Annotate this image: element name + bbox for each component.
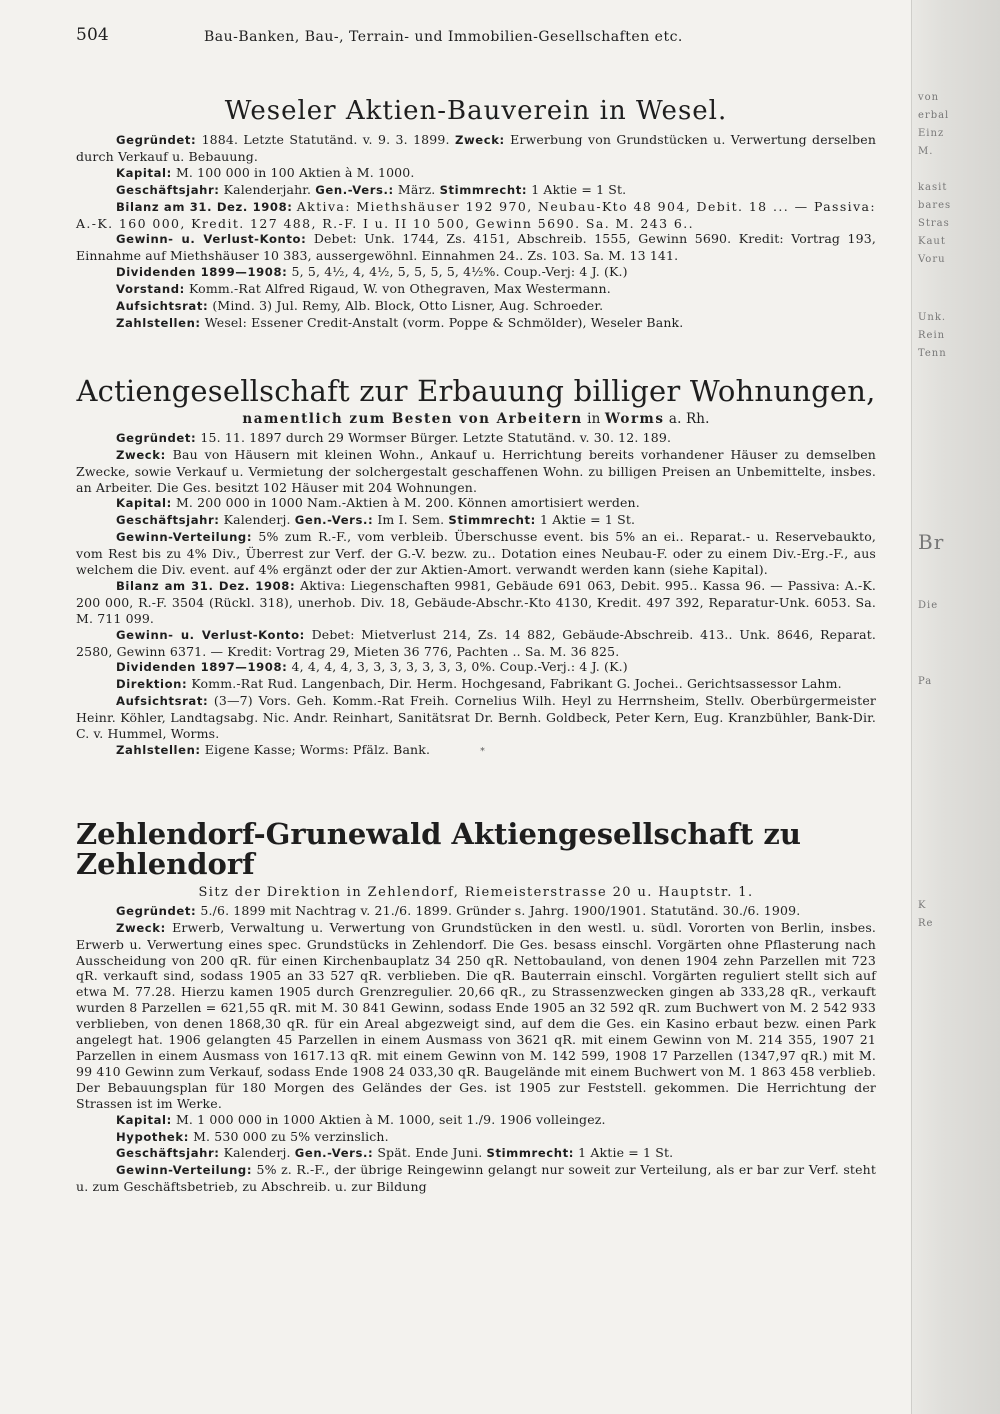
capital-text: M. 200 000 in 1000 Nam.-Aktien à M. 200. Können amortisiert werden.: [175, 495, 640, 511]
subtitle-city: Worms: [604, 410, 665, 427]
founded-label: Gegründet:: [116, 430, 197, 445]
subtitle-rest: a. Rh.: [668, 410, 710, 427]
dividends-label: Dividenden 1899—1908:: [116, 265, 288, 280]
gutter-fragment: Kaut: [918, 236, 946, 247]
profit-loss-label: Gewinn- u. Verlust-Konto:: [116, 627, 305, 642]
founded-text: 1884. Letzte Statutänd. v. 9. 3. 1899.: [201, 132, 450, 147]
gutter-fragment: Stras: [918, 218, 950, 229]
voting-right-text: 1 Aktie = 1 St.: [578, 1145, 674, 1161]
paying-agents-text: Eigene Kasse; Worms: Pfälz. Bank.: [204, 742, 431, 757]
fiscal-year-label: Geschäftsjahr:: [116, 182, 220, 197]
general-meeting-text: Im I. Sem.: [377, 512, 445, 528]
fiscal-year-text: Kalenderj.: [223, 1145, 291, 1161]
company-entry-wesel: [76, 96, 876, 332]
purpose-entry: [76, 920, 876, 1112]
capital-label: Kapital:: [116, 1112, 172, 1127]
book-page: [76, 25, 877, 1195]
gutter-fragment: Tenn: [918, 348, 947, 359]
voting-right-label: Stimmrecht:: [448, 513, 536, 528]
company-title: Actiengesellschaft zur Erbauung billiger Wohnungen,: [76, 373, 876, 408]
running-head-title: Bau-Banken, Bau-, Terrain- und Immobilien-Gesellschaften etc.: [204, 29, 683, 45]
founded-entry: [76, 132, 876, 165]
mortgage-label: Hypothek:: [116, 1129, 189, 1144]
gutter-fragment: Br: [918, 530, 945, 554]
mortgage-entry: [76, 1129, 876, 1146]
general-meeting-label: Gen.-Vers.:: [294, 1146, 374, 1161]
voting-right-label: Stimmrecht:: [486, 1146, 575, 1161]
purpose-label: Zweck:: [116, 447, 166, 462]
balance-label: Bilanz am 31. Dez. 1908:: [116, 578, 296, 593]
capital-entry: [76, 495, 876, 512]
founded-text: 5./6. 1899 mit Nachtrag v. 21./6. 1899. Gründer s. Jahrg. 1900/1901. Statutänd. 30./6. 1909.: [200, 902, 801, 918]
profit-loss-text: Debet: Unk. 1744, Zs. 4151, Abschreib. 1555, Gewinn 5690. Kredit: Vortrag 193, Einnahme auf Miethshäuser 10 383, aussergewöhnl. Einnahmen 24.. Zs. 103. Sa. M. 13 141.: [76, 231, 876, 264]
balance-text: Aktiva: Miethshäuser 192 970, Neubau-Kto 48 904, Debit. 18 ... — Passiva: A.-K. 160 000, Kredit. 127 488, R.-F. I u. II 10 500, Gewinn 5690. Sa. M. 243 6..: [76, 198, 877, 231]
fiscal-entry: [76, 1145, 876, 1162]
founded-label: Gegründet:: [116, 133, 197, 147]
management-label: Direktion:: [116, 677, 188, 692]
supervisory-text: (Mind. 3) Jul. Remy, Alb. Block, Otto Lisner, Aug. Schroeder.: [212, 298, 604, 314]
company-subtitle: [76, 412, 876, 428]
gutter-fragment: K: [918, 900, 927, 911]
founded-entry: [76, 903, 876, 920]
company-entry-zehlendorf: [76, 816, 877, 1195]
purpose-label: Zweck:: [116, 920, 166, 935]
balance-entry: [76, 578, 876, 627]
gutter-fragment: Rein: [918, 330, 946, 341]
gutter-fragment: von: [918, 92, 940, 103]
purpose-label: Zweck:: [454, 133, 505, 147]
profit-loss-label: Gewinn- u. Verlust-Konto:: [116, 232, 307, 247]
balance-entry: [76, 199, 876, 232]
supervisory-label: Aufsichtsrat:: [116, 299, 209, 314]
board-text: Komm.-Rat Alfred Rigaud, W. von Othegraven, Max Westermann.: [189, 281, 611, 297]
profit-loss-entry: [76, 231, 876, 264]
fiscal-year-label: Geschäftsjahr:: [116, 513, 220, 528]
gutter-fragment: Re: [918, 918, 934, 929]
running-head: [76, 25, 876, 62]
profit-distribution-label: Gewinn-Verteilung:: [116, 1163, 253, 1178]
board-entry: [76, 281, 876, 298]
subtitle-in: in: [587, 410, 601, 427]
capital-entry: [76, 1112, 876, 1129]
gutter-fragment: Voru: [918, 254, 946, 265]
mortgage-text: M. 530 000 zu 5% verzinslich.: [193, 1128, 389, 1144]
fiscal-entry: [76, 512, 876, 529]
profit-distribution-entry: [76, 1162, 876, 1195]
paying-agents-entry: [76, 315, 876, 332]
founded-label: Gegründet:: [116, 903, 197, 918]
company-seat: Sitz der Direktion in Zehlendorf, Riemeisterstrasse 20 u. Hauptstr. 1.: [198, 884, 754, 900]
fiscal-year-text: Kalenderj.: [223, 512, 291, 528]
supervisory-label: Aufsichtsrat:: [116, 694, 209, 709]
balance-text: Aktiva: Liegenschaften 9981, Gebäude 691 063, Debit. 995.. Kassa 96. — Passiva: A.-K. 200 000, R.-F. 3504 (Rückl. 318), unerhob. Div. 18, Gebäude-Abschr.-Kto 4130, Kredit. 497 392, Reparatur-Unk. 6053. Sa. M. 711 099.: [76, 577, 877, 626]
purpose-text: Erwerbung von Grundstücken u. Verwertung derselben durch Verkauf u. Bebauung.: [76, 132, 877, 164]
profit-loss-entry: [76, 627, 876, 660]
dividends-text: 5, 5, 4½, 4, 4½, 5, 5, 5, 5, 4½%. Coup.-Verj: 4 J. (K.): [291, 264, 628, 280]
gutter-fragment: kasit: [918, 182, 948, 193]
capital-text: M. 100 000 in 100 Aktien à M. 1000.: [175, 164, 415, 180]
general-meeting-label: Gen.-Vers.:: [294, 513, 374, 528]
management-entry: [76, 676, 876, 693]
gutter-fragment: erbal: [918, 110, 950, 121]
gutter-fragment: bares: [918, 200, 952, 211]
gutter-fragment: Einz: [918, 128, 945, 139]
management-text: Komm.-Rat Rud. Langenbach, Dir. Herm. Hochgesand, Fabrikant G. Jochei.. Gerichtsassessor Lahm.: [191, 676, 842, 692]
capital-text: M. 1 000 000 in 1000 Aktien à M. 1000, seit 1./9. 1906 volleingez.: [175, 1111, 606, 1127]
capital-entry: [76, 165, 876, 182]
voting-right-text: 1 Aktie = 1 St.: [540, 512, 636, 528]
capital-label: Kapital:: [116, 165, 172, 180]
purpose-text: Erwerb, Verwaltung u. Verwertung von Grundstücken in den westl. u. südl. Vororten von Berlin, insbes. Erwerb u. Verwertung eines spec. Grundstücks in Zehlendorf. Die Ges. besass einschl. Vorgärten ohne Pflasterung nach Ausscheidung von 200 qR. für einen Kirchenbauplatz 34 250 qR. Nettobauland, von denen 1904 zehn Parzellen mit 723 qR. verkauft sind, sodass 1905 an 33 527 qR. verblieben. Die qR. Bauterrain einschl. Vorgärten reguliert stellt sich auf etwa M. 77.28. Hierzu kamen 1905 durch Grenzregulier. 20,66 qR., zu Strassenzwecken gingen ab 333,28 qR., verkauft wurden 8 Parzellen = 621,55 qR. mit M. 30 841 Gewinn, sodass Ende 1905 an 32 592 qR. zum Buchwert von M. 2 542 933 verblieben, von denen 1868,30 qR. für ein Areal abgezweigt sind, auf dem die Ges. ein Kasino erbaut bezw. einen Park angelegt hat. 1906 gelangten 45 Parzellen in einem Ausmass von 3621 qR. mit einem Gewinn von M. 214 355, 1907 21 Parzellen in einem Ausmass von 1617.13 qR. mit einem Gewinn von M. 142 599, 1908 17 Parzellen (1347,97 qR.) mit M. 99 410 Gewinn zum Verkauf, sodass Ende 1908 24 033,30 qR. Baugelände mit einem Buchwert von M. 1 863 458 verblieb. Der Bebauungsplan für 180 Morgen des Geländes der Ges. ist 1905 zur Feststell. gekommen. Die Herrichtung der Strassen ist im Werke.: [76, 919, 877, 1111]
gutter-fragment: Unk.: [918, 312, 947, 323]
founded-text: 15. 11. 1897 durch 29 Wormser Bürger. Letzte Statutänd. v. 30. 12. 189.: [200, 429, 672, 445]
paying-agents-text: Wesel: Essener Credit-Anstalt (vorm. Poppe & Schmölder), Weseler Bank.: [204, 314, 684, 330]
general-meeting-label: Gen.-Vers.:: [315, 182, 394, 197]
paying-agents-label: Zahlstellen:: [116, 743, 201, 757]
gutter-fragment: Die: [918, 600, 939, 611]
fiscal-entry: [76, 182, 876, 199]
fiscal-year-label: Geschäftsjahr:: [116, 1146, 220, 1161]
profit-distribution-text: 5% z. R.-F., der übrige Reingewinn gelangt nur soweit zur Verteilung, als er bar zur Verf. steht u. zum Geschäftsbetrieb, zu Abschreib. u. zur Bildung: [76, 1162, 876, 1195]
paying-agents-label: Zahlstellen:: [116, 315, 201, 330]
profit-loss-text: Debet: Mietverlust 214, Zs. 14 882, Gebäude-Abschreib. 413.. Unk. 8646, Reparat. 2580, Gewinn 6371. — Kredit: Vortrag 29, Mieten 36 776, Pachten .. Sa. M. 36 825.: [76, 626, 876, 659]
company-title: Weseler Aktien-Bauverein in Wesel.: [224, 96, 728, 126]
footnote-star: *: [480, 747, 485, 757]
gutter-fragment: M.: [918, 146, 934, 157]
dividends-entry: [76, 264, 876, 281]
general-meeting-text: März.: [397, 181, 436, 197]
dividends-text: 4, 4, 4, 4, 3, 3, 3, 3, 3, 3, 3, 0%. Coup.-Verj.: 4 J. (K.): [291, 659, 628, 675]
supervisory-text: (3—7) Vors. Geh. Komm.-Rat Freih. Cornelius Wilh. Heyl zu Herrnsheim, Stellv. Oberbürgermeister Heinr. Köhler, Landtagsabg. Nic. Andr. Reinhart, Sanitätsrat Dr. Bernh. Goldbeck, Peter Kern, Eug. Kranzbühler, Bank-Dir. C. v. Hummel, Worms.: [76, 693, 877, 742]
capital-label: Kapital:: [116, 496, 172, 511]
balance-label: Bilanz am 31. Dez. 1908:: [116, 199, 293, 214]
company-title: Zehlendorf-Grunewald Aktiengesellschaft zu Zehlendorf: [76, 816, 801, 881]
page-number: 504: [76, 25, 109, 45]
board-label: Vorstand:: [116, 282, 185, 297]
profit-distribution-entry: [76, 529, 876, 578]
dividends-entry: [76, 659, 876, 676]
purpose-text: Bau von Häusern mit kleinen Wohn., Ankauf u. Herrichtung bereits vorhandener Häuser zu demselben Zwecke, sowie Verkauf u. Vermietung der solchergestalt geschaffenen Wohn. zu billigen Preisen an Unbemittelte, insbes. an Arbeiter. Die Ges. besitzt 102 Häuser mit 204 Wohnungen.: [76, 446, 876, 495]
adjacent-page-edge: [911, 0, 1000, 1414]
profit-distribution-label: Gewinn-Verteilung:: [116, 530, 253, 545]
dividends-label: Dividenden 1897—1908:: [116, 660, 288, 675]
founded-entry: [76, 430, 876, 447]
purpose-entry: [76, 447, 876, 496]
supervisory-entry: [76, 298, 876, 315]
voting-right-text: 1 Aktie = 1 St.: [531, 181, 627, 197]
supervisory-entry: [76, 693, 876, 742]
voting-right-label: Stimmrecht:: [439, 182, 528, 197]
gutter-fragment: Pa: [918, 676, 933, 687]
fiscal-year-text: Kalenderjahr.: [223, 181, 312, 197]
profit-distribution-text: 5% zum R.-F., vom verbleib. Überschusse event. bis 5% an ei.. Reparat.- u. Reservebaukto, vom Rest bis zu 4% Div., Überrest zur Verf. der G.-V. bezw. zu.. Dotation eines Neubau-F. oder zu einem Div.-Erg.-F., aus welchem die Div. event. auf 4% ergänzt oder der zur Aktien-Amort. verwandt werden kann (siehe Kapital).: [76, 529, 877, 578]
paying-agents-entry: [76, 742, 876, 761]
general-meeting-text: Spät. Ende Juni.: [377, 1145, 483, 1161]
subtitle-emphasis: namentlich zum Besten von Arbeitern: [242, 410, 583, 427]
company-entry-worms: [76, 373, 877, 761]
